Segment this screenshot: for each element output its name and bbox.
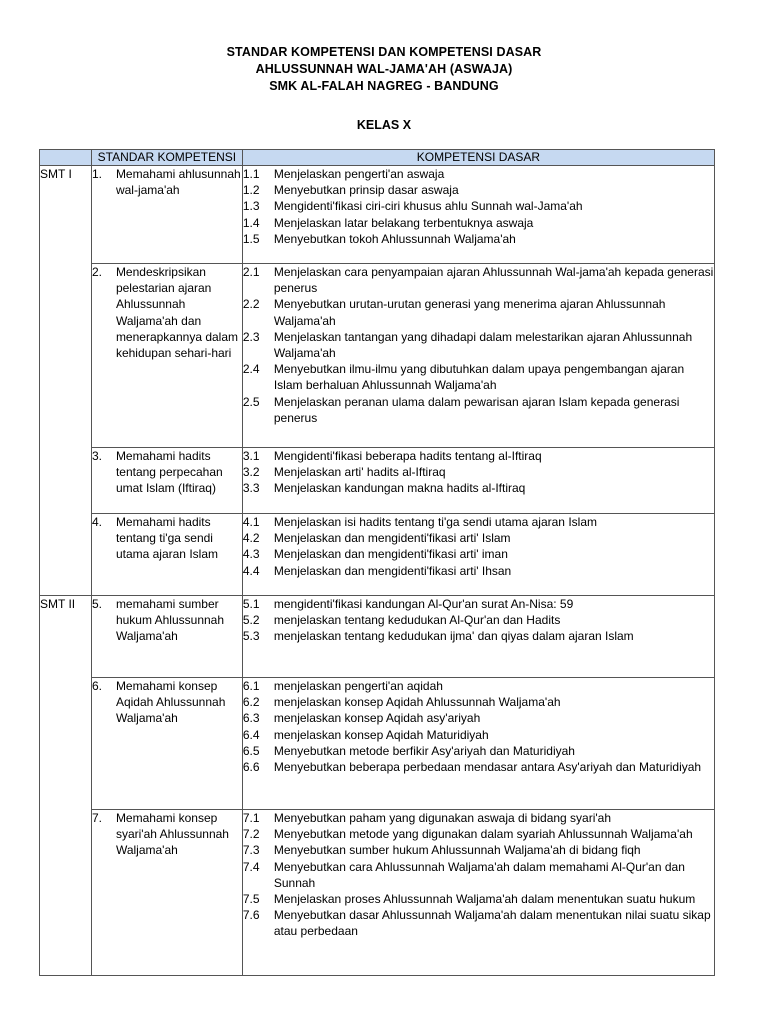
kd-text: Menyebutkan beberapa perbedaan mendasar antara Asy'ariyah dan Maturidiyah xyxy=(273,760,702,775)
kd-list-item xyxy=(243,514,714,530)
standar-kompetensi-cell xyxy=(91,514,242,596)
sk-number: 6. xyxy=(91,679,102,693)
kd-text: Menyebutkan cara Ahlussunnah Waljama'ah dalam memahami Al-Qur'an dan Sunnah xyxy=(273,859,685,890)
kd-list-item xyxy=(243,329,714,361)
kd-list-item xyxy=(243,891,714,907)
kd-list-item xyxy=(243,563,714,579)
kd-number: 7.3 xyxy=(242,843,260,858)
kd-list-item xyxy=(243,361,714,393)
kd-text: Menjelaskan peranan ulama dalam pewarisan ajaran Islam kepada generasi penerus xyxy=(273,394,680,425)
kd-list-item xyxy=(243,394,714,426)
kd-text: Menjelaskan arti' hadits al-Iftiraq xyxy=(273,465,446,480)
kd-list-item xyxy=(243,743,714,759)
kd-number: 5.3 xyxy=(242,629,260,644)
sk-number: 7. xyxy=(91,811,102,825)
kd-list-item xyxy=(243,826,714,842)
sk-text: Memahami ahlusunnah wal-jama'ah xyxy=(115,167,241,198)
standar-kompetensi-cell xyxy=(91,596,242,678)
kd-number: 2.2 xyxy=(242,297,260,312)
kd-list-item xyxy=(243,859,714,891)
table-row xyxy=(40,678,715,810)
sk-text: Memahami konsep Aqidah Ahlussunnah Waljama'ah xyxy=(115,679,226,726)
kompetensi-dasar-cell xyxy=(242,264,714,448)
semester-cell: SMT I xyxy=(40,166,92,596)
kd-text: Menjelaskan isi hadits tentang ti'ga sendi utama ajaran Islam xyxy=(273,515,597,529)
kd-text: Menyebutkan metode berfikir Asy'ariyah dan Maturidiyah xyxy=(273,743,575,758)
kd-number: 4.1 xyxy=(242,515,260,529)
kd-number: 2.4 xyxy=(242,362,260,377)
table-row xyxy=(40,810,715,976)
kd-text: Menyebutkan ilmu-ilmu yang dibutuhkan dalam upaya pengembangan ajaran Islam berhaluan Ahlussunnah Waljama'ah xyxy=(273,362,685,393)
kd-text: menjelaskan konsep Aqidah Ahlussunnah Waljama'ah xyxy=(273,695,561,710)
kd-text: menjelaskan tentang kedudukan ijma' dan qiyas dalam ajaran Islam xyxy=(273,629,634,644)
header-cell-semester xyxy=(40,150,92,166)
header-title-line-2: AHLUSSUNNAH WAL-JAMA'AH (ASWAJA) xyxy=(255,62,513,76)
kd-text: mengidenti'fikasi kandungan Al-Qur'an surat An-Nisa: 59 xyxy=(273,597,574,611)
kd-text: menjelaskan tentang kedudukan Al-Qur'an dan Hadits xyxy=(273,613,561,628)
kd-text: Menjelaskan dan mengidenti'fikasi arti' Ihsan xyxy=(273,563,512,578)
sk-number: 3. xyxy=(91,449,102,463)
kd-list-item xyxy=(243,810,714,826)
kd-list-item xyxy=(243,612,714,628)
kd-list-item xyxy=(243,480,714,496)
kd-number: 5.1 xyxy=(242,597,260,611)
kd-list-item xyxy=(243,215,714,231)
table-row xyxy=(40,448,715,514)
kd-list-item xyxy=(243,678,714,694)
kd-text: Menyebutkan tokoh Ahlussunnah Waljama'ah xyxy=(273,231,516,246)
kd-list-item xyxy=(243,530,714,546)
kd-text: Menjelaskan dan mengidenti'fikasi arti' iman xyxy=(273,547,508,562)
kd-number: 7.5 xyxy=(242,892,260,907)
kd-number: 5.2 xyxy=(242,613,260,628)
kd-number: 7.4 xyxy=(242,859,260,874)
kd-list-item xyxy=(243,727,714,743)
kd-list-item xyxy=(243,842,714,858)
kompetensi-dasar-cell xyxy=(242,678,714,810)
kd-text: Menyebutkan sumber hukum Ahlussunnah Waljama'ah di bidang fiqh xyxy=(273,843,641,858)
kd-list-item xyxy=(243,907,714,939)
kd-list-item xyxy=(243,448,714,464)
table-row xyxy=(40,166,715,264)
sk-text: memahami sumber hukum Ahlussunnah Waljama'ah xyxy=(115,597,225,644)
kd-list-item xyxy=(243,546,714,562)
kd-number: 7.2 xyxy=(242,827,260,842)
kd-number: 1.1 xyxy=(242,167,260,181)
kd-text: Menyebutkan urutan-urutan generasi yang menerima ajaran Ahlussunnah Waljama'ah xyxy=(273,297,666,328)
kd-text: menjelaskan konsep Aqidah Maturidiyah xyxy=(273,727,489,742)
standar-kompetensi-cell xyxy=(91,264,242,448)
kd-list-item xyxy=(243,182,714,198)
kd-text: Menyebutkan paham yang digunakan aswaja di bidang syari'ah xyxy=(273,811,612,825)
table-body xyxy=(40,166,715,976)
sk-text: Memahami konsep syari'ah Ahlussunnah Waljama'ah xyxy=(115,811,229,858)
kd-list-item xyxy=(243,296,714,328)
kd-list-item xyxy=(243,198,714,214)
kd-list-item xyxy=(243,694,714,710)
standar-kompetensi-cell xyxy=(91,166,242,264)
kd-text: menjelaskan pengerti'an aqidah xyxy=(273,679,443,693)
document-header xyxy=(0,44,768,95)
kd-number: 4.2 xyxy=(242,531,260,546)
kd-text: Menjelaskan dan mengidenti'fikasi arti' Islam xyxy=(273,531,511,546)
kd-list-item xyxy=(243,231,714,247)
kd-number: 1.5 xyxy=(242,231,260,246)
kd-text: Mengidenti'fikasi beberapa hadits tentang al-Iftiraq xyxy=(273,449,542,463)
competency-table xyxy=(39,149,715,976)
kd-number: 4.3 xyxy=(242,547,260,562)
table-header-row xyxy=(40,150,715,166)
sk-text: Mendeskripsikan pelestarian ajaran Ahlussunnah Waljama'ah dan menerapkannya dalam kehidupan sehari-hari xyxy=(115,265,239,361)
standar-kompetensi-cell xyxy=(91,678,242,810)
kompetensi-dasar-cell xyxy=(242,596,714,678)
kompetensi-dasar-cell xyxy=(242,448,714,514)
kd-text: Menjelaskan tantangan yang dihadapi dalam melestarikan ajaran Ahlussunnah Waljama'ah xyxy=(273,329,693,361)
kd-number: 1.2 xyxy=(242,183,260,198)
kd-text: Menjelaskan pengerti'an aswaja xyxy=(273,167,445,181)
kd-text: Menyebutkan dasar Ahlussunnah Waljama'ah dalam menentukan nilai suatu sikap atau perbedaan xyxy=(273,908,711,939)
kd-text: Menjelaskan cara penyampaian ajaran Ahlussunnah Wal-jama'ah kepada generasi penerus xyxy=(273,265,714,296)
sk-number: 2. xyxy=(91,265,102,279)
sk-number: 1. xyxy=(91,167,102,181)
header-title-line-1: STANDAR KOMPETENSI DAN KOMPETENSI DASAR xyxy=(226,45,542,59)
kd-text: menjelaskan konsep Aqidah asy'ariyah xyxy=(273,711,481,726)
kd-number: 2.1 xyxy=(242,265,260,279)
kd-number: 3.2 xyxy=(242,465,260,480)
header-cell-kompetensi-dasar: KOMPETENSI DASAR xyxy=(242,150,714,166)
kompetensi-dasar-cell xyxy=(242,166,714,264)
kd-number: 6.4 xyxy=(242,727,260,742)
table-row xyxy=(40,596,715,678)
kd-number: 6.6 xyxy=(242,760,260,775)
kd-number: 6.1 xyxy=(242,679,260,693)
kd-list-item xyxy=(243,710,714,726)
standar-kompetensi-cell xyxy=(91,448,242,514)
standar-kompetensi-cell xyxy=(91,810,242,976)
kd-list-item xyxy=(243,596,714,612)
kd-list-item xyxy=(243,759,714,775)
kd-number: 1.3 xyxy=(242,199,260,214)
kd-list-item xyxy=(243,166,714,182)
kd-list-item xyxy=(243,464,714,480)
table-row xyxy=(40,514,715,596)
kd-number: 7.1 xyxy=(242,811,260,825)
kd-number: 3.3 xyxy=(242,481,260,496)
kd-number: 6.3 xyxy=(242,711,260,726)
header-school-name: SMK AL-FALAH NAGREG - BANDUNG xyxy=(269,79,499,93)
kd-number: 2.3 xyxy=(242,329,260,344)
sk-number: 5. xyxy=(91,597,102,611)
kd-list-item xyxy=(243,628,714,644)
kd-text: Mengidenti'fikasi ciri-ciri khusus ahlu Sunnah wal-Jama'ah xyxy=(273,199,583,214)
kd-text: Menjelaskan kandungan makna hadits al-Iftiraq xyxy=(273,481,526,496)
table-row xyxy=(40,264,715,448)
kd-text: Menjelaskan proses Ahlussunnah Waljama'ah dalam menentukan suatu hukum xyxy=(273,892,696,907)
kd-number: 7.6 xyxy=(242,908,260,923)
sk-text: Memahami hadits tentang ti'ga sendi utama ajaran Islam xyxy=(115,515,218,562)
kompetensi-dasar-cell xyxy=(242,810,714,976)
kd-text: Menyebutkan metode yang digunakan dalam syariah Ahlussunnah Waljama'ah xyxy=(273,827,693,842)
kd-number: 6.2 xyxy=(242,695,260,710)
kd-number: 2.5 xyxy=(242,394,260,409)
kd-list-item xyxy=(243,264,714,296)
kd-number: 3.1 xyxy=(242,449,260,463)
kd-number: 4.4 xyxy=(242,563,260,578)
kd-text: Menjelaskan latar belakang terbentuknya aswaja xyxy=(273,215,534,230)
semester-cell: SMT II xyxy=(40,596,92,976)
kd-text: Menyebutkan prinsip dasar aswaja xyxy=(273,183,459,198)
kd-number: 6.5 xyxy=(242,743,260,758)
sk-number: 4. xyxy=(91,515,102,529)
kd-number: 1.4 xyxy=(242,215,260,230)
sk-text: Memahami hadits tentang perpecahan umat Islam (Iftiraq) xyxy=(115,449,223,496)
kompetensi-dasar-cell xyxy=(242,514,714,596)
header-cell-standar-kompetensi: STANDAR KOMPETENSI xyxy=(91,150,242,166)
class-label: KELAS X xyxy=(356,118,412,132)
